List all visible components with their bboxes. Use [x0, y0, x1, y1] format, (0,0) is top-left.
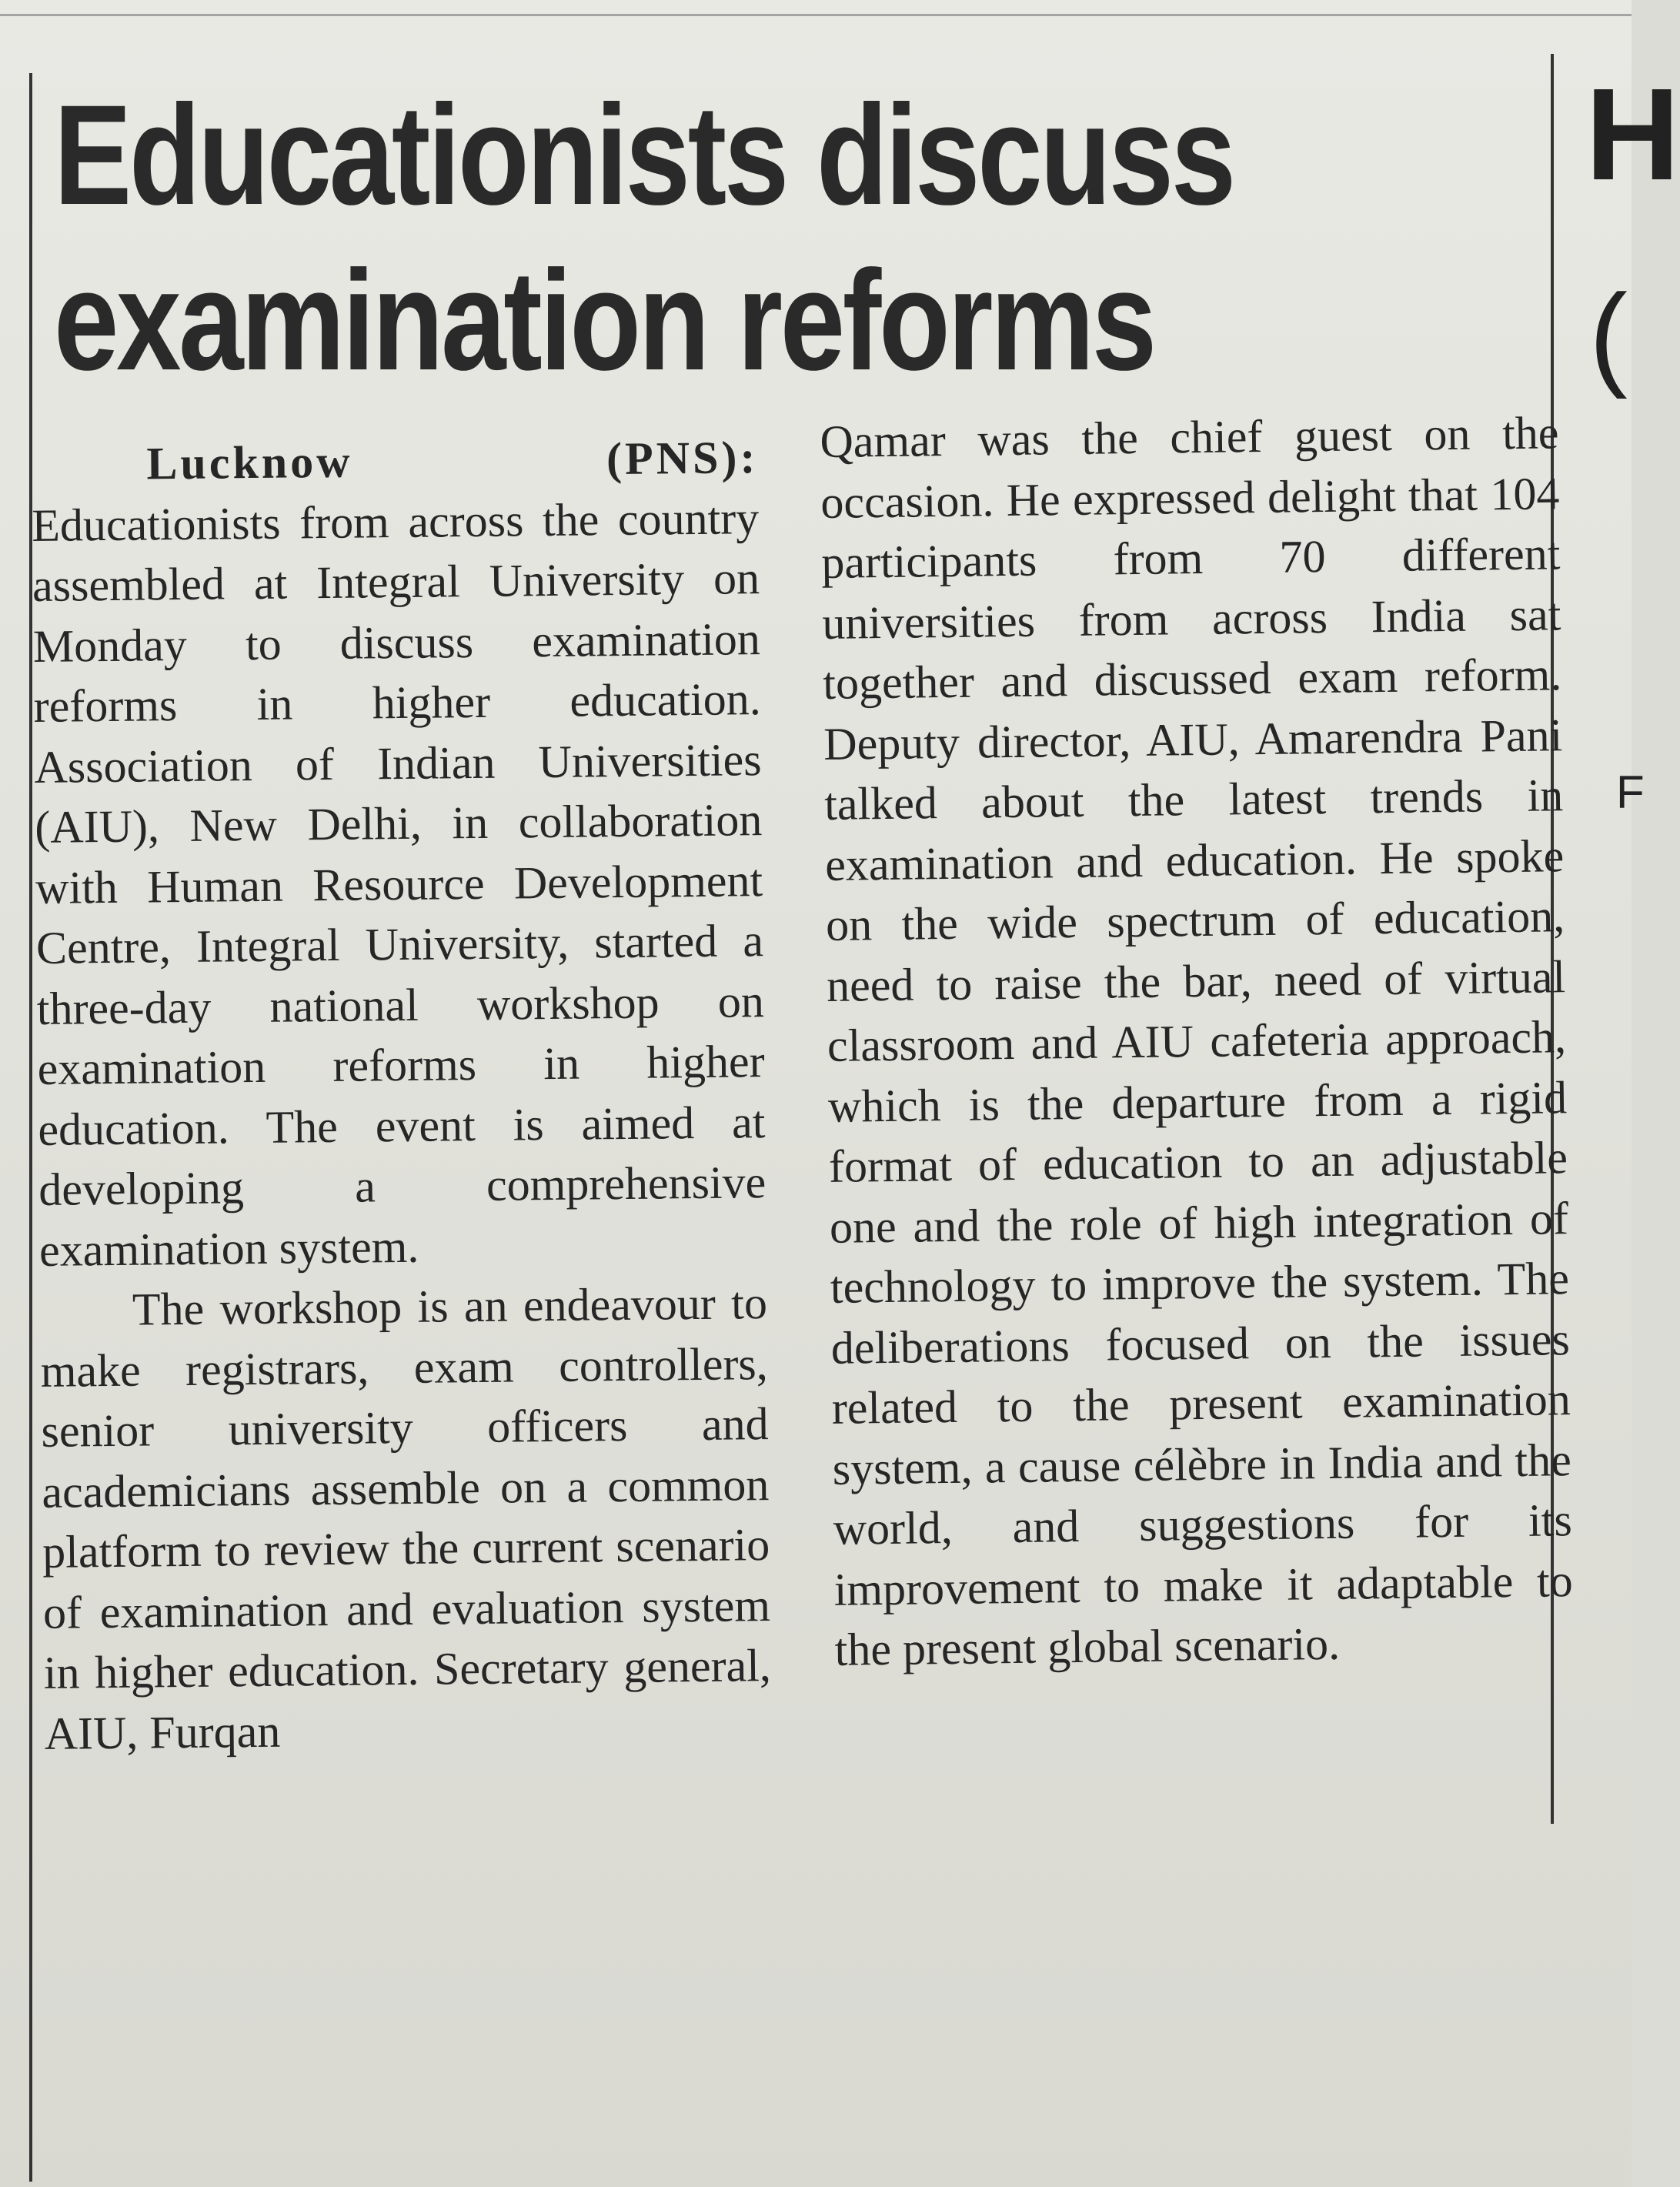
article-paragraph-1: Educationists from across the country assembled at Integral University on Monday to discuss examination reforms in higher education. Association of Indian Universities (AIU), New Delhi, in collaboration with Human Resource Development Centre, Integral University, started a three-day national workshop on examination reforms in higher education. The event is aimed at developing a comprehensive examination system.	[31, 492, 767, 1276]
headline-line-2: examination reforms	[54, 242, 1154, 400]
article-column-1	[31, 427, 772, 1764]
neighbor-headline-fragment: H	[1585, 62, 1680, 208]
article-column-2	[820, 402, 1574, 1680]
neighbor-headline-fragment: (	[1589, 270, 1628, 399]
top-rule	[0, 14, 1632, 16]
headline-line-1: Educationists discuss	[54, 76, 1234, 235]
article-headline	[54, 73, 1278, 404]
left-column-rule	[29, 73, 32, 2182]
neighbor-text-fragment: F	[1616, 766, 1645, 818]
article-paragraph-2-continued: Qamar was the chief guest on the occasion. He expressed delight that 104 participants from 70 different universities from across India sat together and discussed exam reform. Deputy director, AIU, Amarendra Pani talked about the latest trends in examination and education. He spoke on the wide spectrum of education, need to raise the bar, need of virtual classroom and AIU cafeteria approach, which is the departure from a rigid format of education to an adjustable one and the role of high integration of technology to improve the system. The deliberations focused on the issues related to the present examination system, a cause célèbre in India and the world, and suggestions for its improvement to make it adaptable to the present global scenario.	[820, 407, 1574, 1675]
article-paragraph-2: The workshop is an endeavour to make registrars, exam controllers, senior university officers and academicians assemble on a common platform to review the current scenario of examination and evaluation system in higher education. Secretary general, AIU, Furqan	[40, 1277, 772, 1759]
dateline: Lucknow (PNS):	[146, 432, 759, 489]
